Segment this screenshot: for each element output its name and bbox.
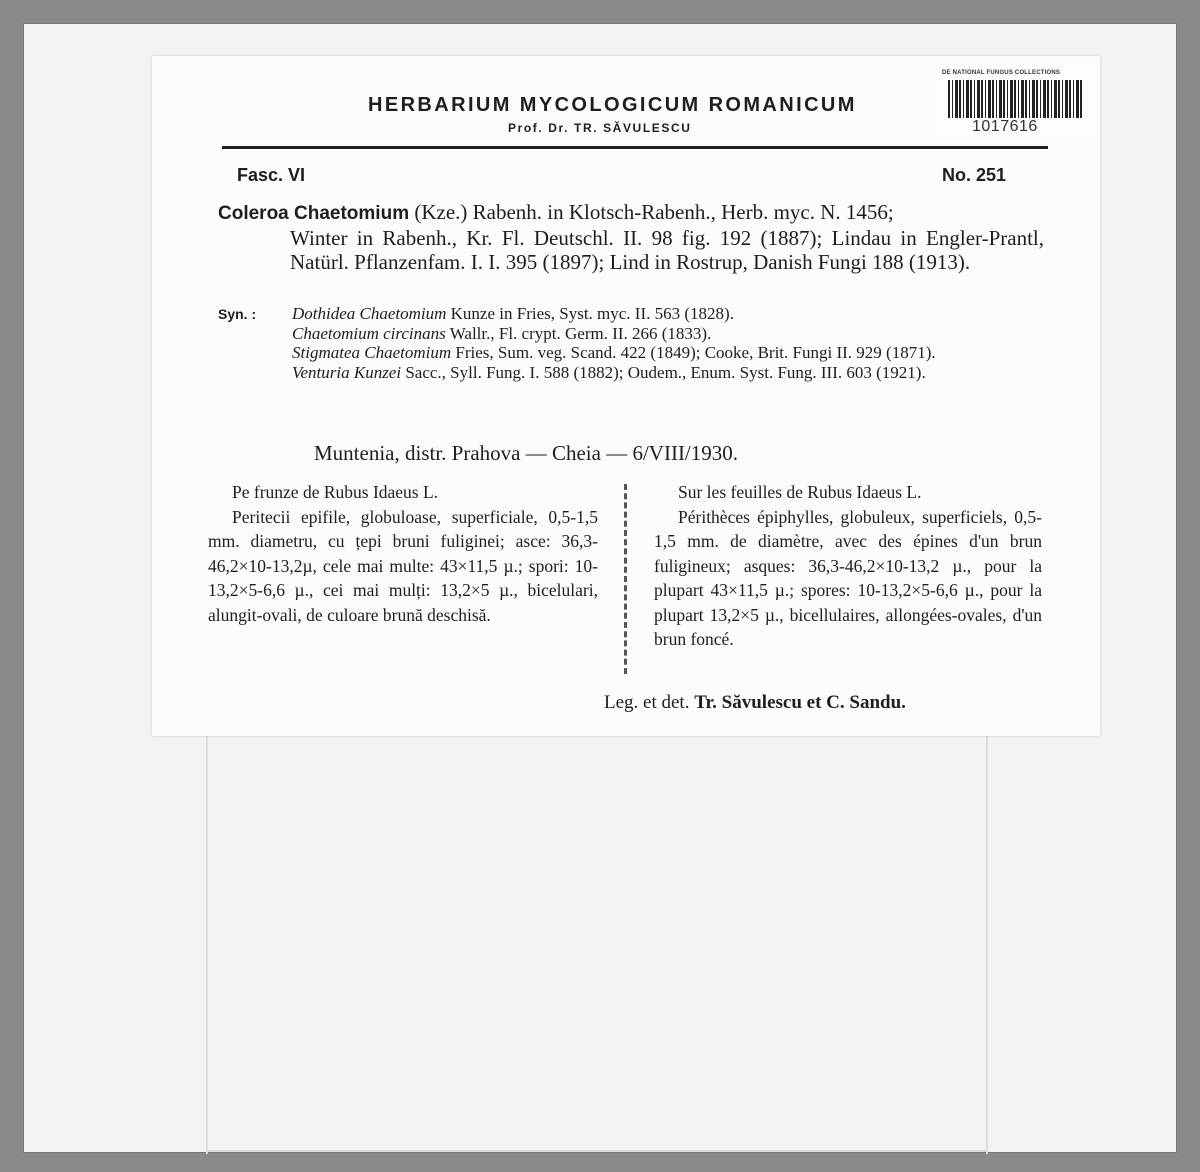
french-host: Sur les feuilles de Rubus Idaeus L.: [678, 482, 922, 502]
synonym-name: Stigmatea Chaetomium: [292, 343, 452, 362]
envelope-fold-left: [206, 734, 208, 1154]
synonym-item: [292, 324, 1044, 344]
synonym-ref: Wallr., Fl. crypt. Germ. II. 266 (1833).: [449, 323, 712, 343]
barcode-number: 1017616: [972, 118, 1038, 135]
collectors-names: Tr. Săvulescu et C. Sandu.: [694, 692, 906, 713]
synonyms-label: Syn. :: [218, 306, 257, 322]
taxon-citation: [218, 200, 1044, 274]
synonym-name: Venturia Kunzei: [292, 362, 402, 382]
taxon-name: Coleroa Chaetomium: [218, 203, 410, 224]
synonym-item: [292, 343, 1044, 363]
citation-continuation: Winter in Rabenh., Kr. Fl. Deutschl. II. 98 fig. 192 (1887); Lindau in Engler-Prantl, Natürl. Pflanzenfam. I. I. 395 (1897); Lind in Rostrup, Danish Fungi 188 (1913).: [290, 226, 1044, 274]
column-divider: [624, 484, 627, 674]
collectors-prefix: Leg. et det.: [604, 692, 690, 713]
romanian-description: [208, 480, 598, 627]
synonym-item: [292, 304, 1044, 324]
french-description: [654, 480, 1042, 652]
synonym-ref: Fries, Sum. veg. Scand. 422 (1849); Cooke, Brit. Fungi II. 929 (1871).: [455, 343, 936, 362]
synonym-ref: Sacc., Syll. Fung. I. 588 (1882); Oudem., Enum. Syst. Fung. III. 603 (1921).: [405, 362, 926, 382]
barcode-icon: [948, 80, 1084, 118]
collection-locality: Muntenia, distr. Prahova — Cheia — 6/VIII/1930.: [314, 441, 739, 465]
synonyms-list: [292, 304, 1044, 382]
french-text: Périthèces épiphylles, globuleux, superficiels, 0,5-1,5 mm. de diamètre, avec des épines d'un brun fuligineux; asques: 36,3-46,2×10-13,2 µ., pour la plupart 43×11,5 µ.; spores: 10-13,2×5-6,6 µ., pour la plupart 13,2×5 µ., bicellulaires, allongées-ovales, d'un brun foncé.: [654, 506, 1042, 649]
synonym-name: Chaetomium circinans: [292, 323, 446, 343]
romanian-host: Pe frunze de Rubus Idaeus L.: [232, 482, 439, 502]
envelope-fold-right: [986, 734, 988, 1154]
envelope-fold-bottom: [206, 1150, 988, 1152]
synonym-name: Dothidea Chaetomium: [292, 304, 447, 323]
synonym-ref: Kunze in Fries, Syst. myc. II. 563 (1828).: [450, 304, 734, 323]
romanian-text: Peritecii epifile, globuloase, superficiale, 0,5-1,5 mm. diametru, cu țepi bruni fuliginei; asce: 36,3-46,2×10-13,2µ, cele mai multe: 43×11,5 µ.; spori: 10-13,2×5-6,6 µ., cei mai mulți: 13,2×5 µ., bicelulari, alungit-ovali, de culoare brună deschisă.: [208, 506, 598, 625]
herbarium-subtitle: Prof. Dr. TR. SĂVULESCU: [508, 121, 692, 135]
synonym-item: [292, 363, 1044, 383]
fascicle: Fasc. VI: [237, 165, 306, 185]
collectors-line: [604, 692, 906, 714]
specimen-number: No. 251: [942, 165, 1007, 185]
barcode-institution: DE NATIONAL FUNGUS COLLECTIONS: [942, 70, 1061, 76]
herbarium-title: HERBARIUM MYCOLOGICUM ROMANICUM: [368, 94, 857, 116]
header-rule: [222, 146, 1048, 149]
citation-line1: (Kze.) Rabenh. in Klotsch-Rabenh., Herb. myc. N. 1456;: [414, 200, 894, 224]
